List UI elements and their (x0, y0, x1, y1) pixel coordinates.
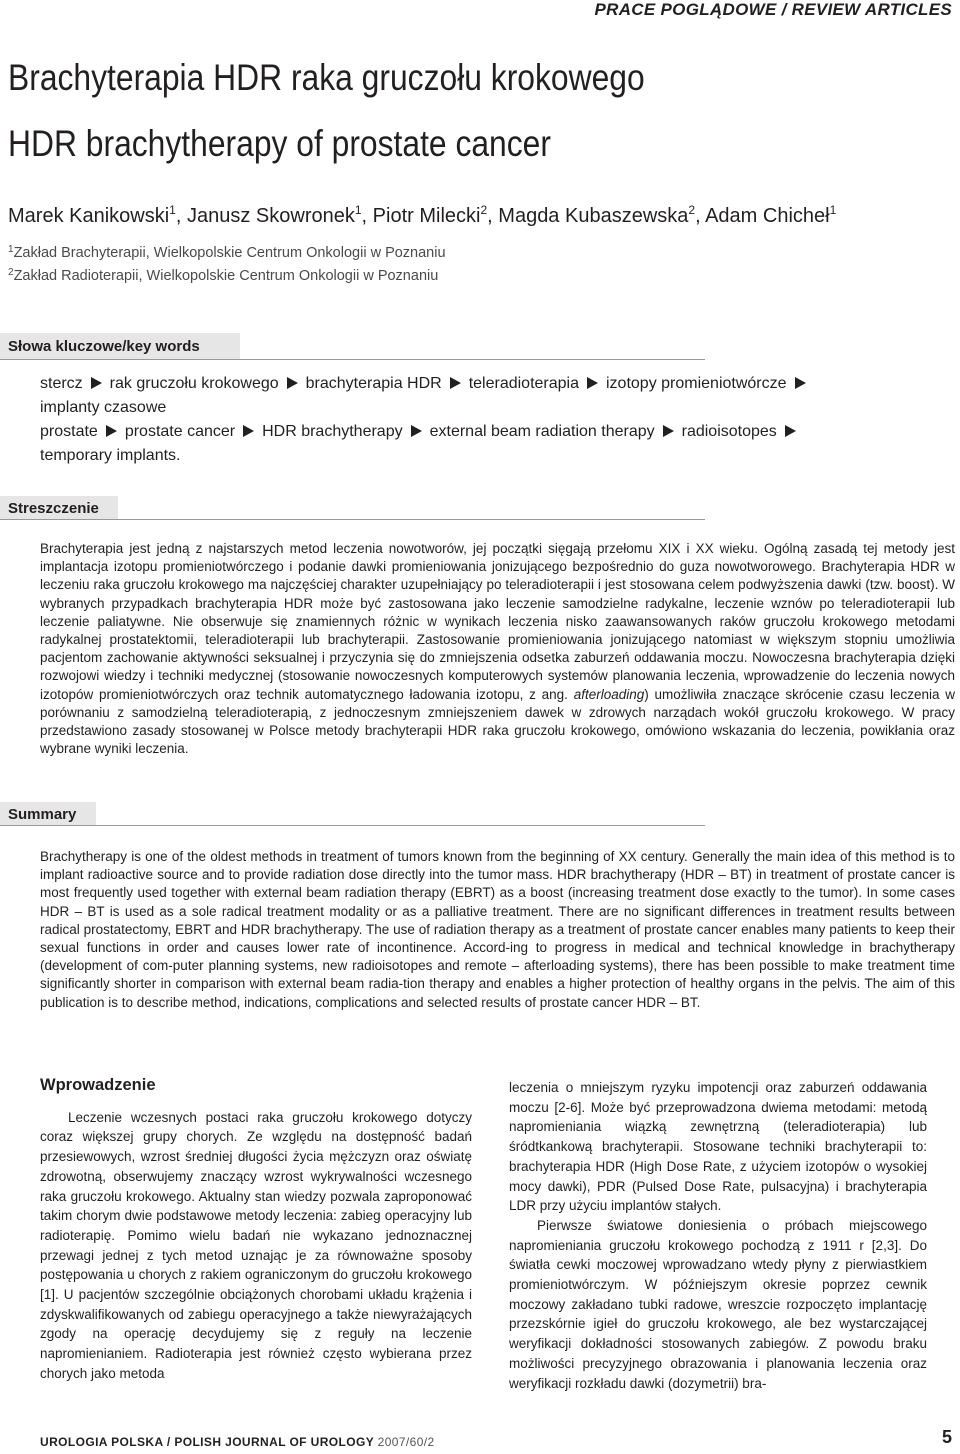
arrow-right-icon (287, 377, 298, 389)
keyword: rak gruczołu krokowego (109, 375, 279, 392)
keyword: izotopy promieniotwórcze (606, 375, 787, 392)
section-header: PRACE POGLĄDOWE / REVIEW ARTICLES (594, 0, 952, 19)
affiliation-number: 1 (8, 244, 14, 255)
affiliation (8, 240, 446, 263)
keywords-english-line (40, 420, 920, 444)
author: Janusz Skowronek$^1$, (186, 203, 373, 227)
author: Adam Chicheł$^1$ (705, 203, 837, 227)
journal-issue: 2007/60/2 (377, 1435, 435, 1449)
affiliation-text: Zakład Radioterapii, Wielkopolskie Centrum Onkologii w Poznaniu (13, 268, 439, 284)
body-paragraph: Leczenie wczesnych postaci raka gruczołu krokowego dotyczy coraz większej grupy chorych. Ze względu na dostępność badań przesiewowych, wzrost średniej długości życia mężczyzn oraz oświatę zdrowotną, obserwujemy znaczący wzrost wykrywalności wczesnego raka gruczołu krokowego. Aktualny stan wiedzy pozwala zaproponować takim chorym dwie podstawowe metody leczenia: zabieg operacyjny lub radioterapię. Pomimo wielu badań nie wykazano jednoznacznej przewagi jednej z tych metod uznając je za równoważne sposoby postępowania u chorych z rakiem ograniczonym do gruczołu krokowego [1]. U pacjentów szczególnie obciążonych chorobami układu krążenia i zdyskwalifikowanych od zabiegu operacyjnego a także niewyrażających zgody na operację decydujemy się z reguły na leczenie napromienianiem. Radioterapia jest również często wybierana przez chorych jako metoda (40, 1109, 472, 1381)
arrow-right-icon (106, 425, 117, 437)
keyword: prostate cancer (124, 423, 236, 440)
journal-footer (40, 1435, 435, 1449)
keyword: implanty czasowe (40, 399, 167, 416)
arrow-right-icon (411, 425, 422, 437)
section-heading: Wprowadzenie (40, 1076, 156, 1094)
affiliation-text: Zakład Brachyterapii, Wielkopolskie Centrum Onkologii w Poznaniu (13, 245, 446, 261)
author: Marek Kanikowski$^1$, (8, 203, 187, 227)
body-paragraph: leczenia o mniejszym ryzyku impotencji oraz zaburzeń oddawania moczu [2-6]. Może być przeprowadzona dwiema metodami: metodą napromieniania wiązką zewnętrzną (teleradioterapia) lub śródtkankową brachyterapii. Stosowane techniki brachyterapii to: brachyterapia HDR (High Dose Rate, z użyciem izotopów o wysokiej mocy dawki), PDR (Pulsed Dose Rate, pulsacyjna) i brachyterapia LDR przy użyciu implantów stałych. (509, 1080, 927, 1214)
body-column-right (509, 1078, 927, 1393)
section-divider (0, 519, 705, 520)
keyword: prostate (40, 423, 98, 440)
keyword: external beam radiation therapy (429, 423, 655, 440)
article-title-polish: Brachyterapia HDR raka gruczołu krokowego (8, 57, 645, 98)
arrow-right-icon (785, 425, 796, 437)
author-affiliation-mark: 2 (480, 203, 488, 217)
abstract-english: Brachytherapy is one of the oldest methods in treatment of tumors known from the beginning of XX century. Generally the main idea of this method is to implant radioactive source and to provide radiation dose directly into the tumor mass. HDR brachytherapy (HDR – BT) in treatment of prostate cancer is most frequently used together with external beam radiation therapy (EBRT) as a boost (increasing treatment dose exactly to the tumor). In some cases HDR – BT is used as a sole radical treatment modality or as a palliative treatment. There are no significant differences in treatment results between radical prostatectomy, EBRT and HDR brachytherapy. The use of radiation therapy as a treatment of prostate cancer enables many patients to keep their sexual functions in order and causes lower rate of incontinence. Accord-ing to progress in medical and technical knowledge in brachytherapy (development of com-puter planning systems, new radioisotopes and remote – afterloading systems), there has been possible to make treatment time significantly shorter in comparison with external beam radia-tion therapy and enables a higher protection of healthy organs in the pelvis. The aim of this publication is to describe method, indications, complications and selected results of prostate cancer HDR – BT. (40, 849, 955, 1010)
article-title-english: HDR brachytherapy of prostate cancer (8, 123, 551, 164)
keywords-polish-line (40, 372, 920, 396)
author: Magda Kubaszewska$^2$, (498, 203, 706, 227)
body-paragraph: Pierwsze światowe doniesienia o próbach miejscowego napromieniania gruczołu krokowego pochodzą z 1911 r [2,3]. Do światła cewki moczowej wprowadzano wtedy płyny z pierwiastkiem promieniotwórczym. W późniejszym okresie poprzez cewnik moczowy zakładano tubki radowe, wreszcie rozpoczęto implantację przezskórnie igieł do gruczołu krokowego, ale bez wystarczającej weryfikacji dokładności stosowanych zabiegów. Z powodu braku możliwości precyzyjnego obrazowania i planowania leczenia oraz weryfikacji rozkładu dawki (dozymetrii) bra- (509, 1217, 927, 1391)
keyword: temporary implants. (40, 447, 181, 464)
keyword: HDR brachytherapy (262, 423, 403, 440)
author-affiliation-mark: 1 (829, 203, 837, 217)
arrow-right-icon (587, 377, 598, 389)
italic-term: afterloading (573, 686, 645, 702)
affiliation (8, 263, 438, 286)
streszczenie-heading: Streszczenie (0, 496, 118, 520)
keyword: brachyterapia HDR (305, 375, 442, 392)
abstract-polish: Brachyterapia jest jedną z najstarszych metod leczenia nowotworów, jej początki sięgają przełomu XIX i XX wieku. Ogólną zasadą tej metody jest implantacja izotopu promieniotwórczego i podanie dawki promieniowania jonizującego bezpośrednio do guza nowotworowego. Brachyterapia HDR w leczeniu raka gruczołu krokowego ma najczęściej charakter uzupełniający po teleradioterapii i jest stosowana celem podwyższenia dawki (tzw. boost). W wybranych przypadkach brachyterapia HDR może być zastosowana jako leczenie samodzielne radykalne, leczenie wznów po teleradioterapii lub leczenie paliatywne. Nie obserwuje się znamiennych różnic w wynikach leczenia nisko zaawansowanych raków gruczołu krokowego metodami radykalnej prostatektomii, teleradioterapii lub brachyterapii. Zastosowanie promieniowania jonizującego natomiast w większym stopniu umożliwia pacjentom zachowanie aktywności seksualnej i przyczynia się do zmniejszenia odsetka zaburzeń oddawania moczu. Nowoczesna brachyterapia dzięki rozwojowi wiedzy i techniki medycznej (stosowanie nowoczesnych komputerowych systemów planowania leczenia, wprowadzenie do leczenia nowych izotopów promieniotwórczych oraz technik automatycznego ładowania izotopu, z ang. afterloading) umożliwiła znaczące skrócenie czasu leczenia w porównaniu z samodzielną teleradioterapią, z jednoczesnym zmniejszeniem dawek w zdrowych narządach wokół gruczołu krokowego. W pracy przedstawiono zasady stosowanej w Polsce metody brachyterapii HDR raka gruczołu krokowego, omówiono wskazania do leczenia, powikłania oraz wybrane wyniki leczenia. (40, 541, 955, 757)
author: Piotr Milecki$^2$, (372, 203, 499, 227)
arrow-right-icon (450, 377, 461, 389)
keyword: stercz (40, 375, 83, 392)
affiliation-number: 2 (8, 267, 14, 278)
author-affiliation-mark: 1 (354, 203, 362, 217)
keyword: teleradioterapia (468, 375, 579, 392)
author-list (8, 197, 836, 229)
keyword: radioisotopes (681, 423, 777, 440)
summary-heading: Summary (0, 802, 96, 826)
keywords-heading: Słowa kluczowe/key words (0, 333, 240, 359)
section-divider (0, 825, 705, 826)
arrow-right-icon (91, 377, 102, 389)
author-affiliation-mark: 1 (169, 203, 176, 217)
keywords-block (40, 372, 920, 468)
arrow-right-icon (795, 377, 806, 389)
author-affiliation-mark: 2 (688, 203, 696, 217)
page-number: 5 (941, 1427, 952, 1447)
section-divider (0, 359, 705, 360)
arrow-right-icon (663, 425, 674, 437)
journal-name: UROLOGIA POLSKA / POLISH JOURNAL OF UROLOGY (40, 1435, 374, 1449)
body-column-left (40, 1076, 472, 1384)
arrow-right-icon (243, 425, 254, 437)
